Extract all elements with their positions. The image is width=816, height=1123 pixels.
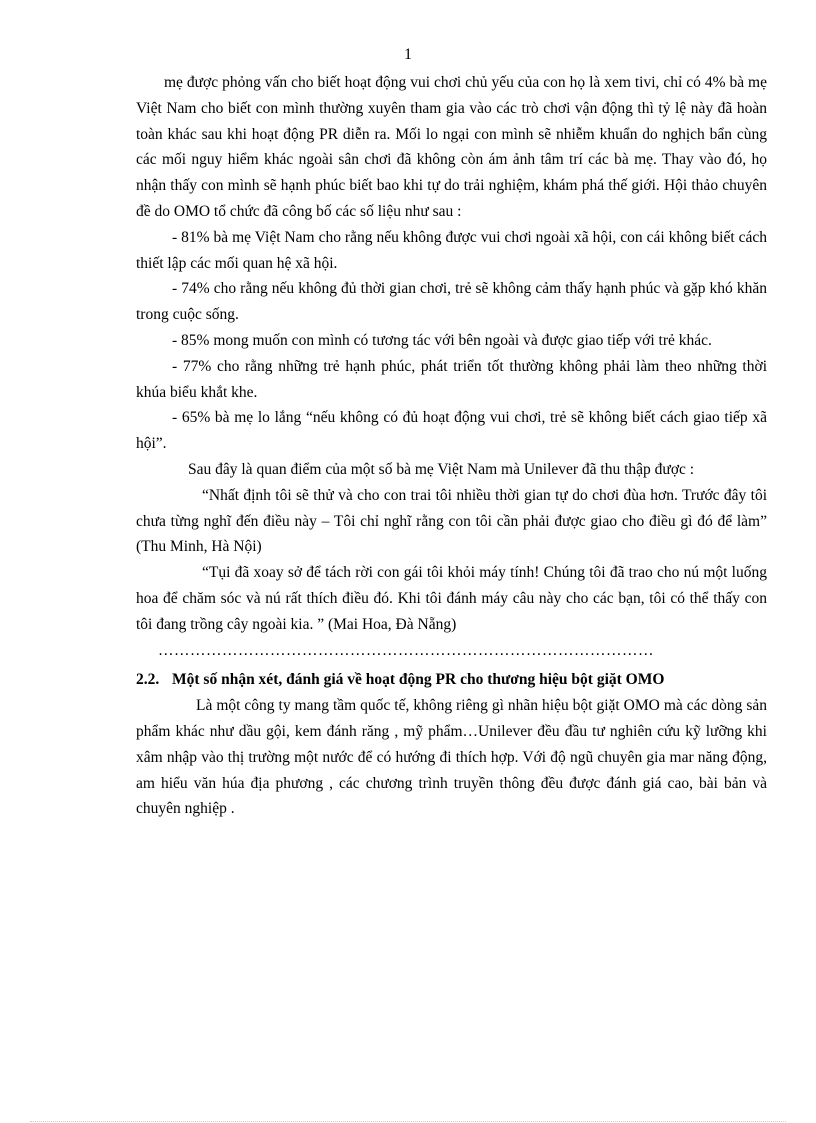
section-heading	[136, 667, 767, 693]
stat-item: - 85% mong muốn con mình có tương tác với bên ngoài và được giao tiếp với trẻ khác.	[172, 331, 712, 349]
stat-item: - 65% bà mẹ lo lắng “nếu không có đủ hoạt động vui chơi, trẻ sẽ không biết cách giao tiếp xã hội”.	[136, 409, 767, 453]
stat-item: - 77% cho rằng những trẻ hạnh phúc, phát triển tốt thường không phải làm theo những thời khúa biểu khắt khe.	[136, 357, 767, 401]
section-title: Một số nhận xét, đánh giá về hoạt động PR cho thương hiệu bột giặt OMO	[172, 671, 665, 689]
quote-item: “Nhất định tôi sẽ thử và cho con trai tôi nhiều thời gian tự do chơi đùa hơn. Trước đây tôi chưa từng nghĩ đến điều này – Tôi chỉ nghĩ rằng con tôi cần phải được giao cho điều gì đó để làm” (Thu Minh, Hà Nội)	[136, 486, 767, 556]
quote-item: “Tụi đã xoay sở để tách rời con gái tôi khỏi máy tính! Chúng tôi đã trao cho nú một luống hoa để chăm sóc và nú rất thích điều đó. Khi tôi đánh máy câu này cho các bạn, tôi có thể thấy con tôi đang trồng cây ngoài kia. ” (Mai Hoa, Đà Nẵng)	[136, 564, 767, 633]
section-number: 2.2.	[136, 671, 160, 689]
intro-paragraph: mẹ được phỏng vấn cho biết hoạt động vui chơi chủ yếu của con họ là xem tivi, chỉ có 4% bà mẹ Việt Nam cho biết con mình thường xuyên tham gia vào các trò chơi vận động thì tỷ lệ này đã hoàn toàn khác sau khi hoạt động PR diễn ra. Mối lo ngại con mình sẽ nhiễm khuẩn do nghịch bẩn cùng các mối nguy hiểm khác ngoài sân chơi đã không còn ám ảnh tâm trí các bà mẹ. Thay vào đó, họ nhận thấy con mình sẽ hạnh phúc biết bao khi tự do trải nghiệm, khám phá thế giới. Hội thảo chuyên đề do OMO tổ chức đã công bố các số liệu như sau :	[136, 74, 767, 220]
page-number: 1	[404, 46, 412, 63]
section-body: Là một công ty mang tầm quốc tế, không riêng gì nhãn hiệu bột giặt OMO mà các dòng sản phẩm khác như dầu gội, kem đánh răng , mỹ phẩm…Unilever đều đầu tư nghiên cứu kỹ lưỡng khi xâm nhập vào thị trường một nước để có hướng đi thích hợp. Với độ ngũ chuyên gia mar năng động, am hiểu văn húa địa phương , các chương trình truyền thông đều được đánh giá cao, bài bản và chuyên nghiệp .	[136, 697, 767, 818]
stat-item: - 81% bà mẹ Việt Nam cho rằng nếu không được vui chơi ngoài xã hội, con cái không biết cách thiết lập các mối quan hệ xã hội.	[136, 228, 767, 272]
stat-item: - 74% cho rằng nếu không đủ thời gian chơi, trẻ sẽ không cảm thấy hạnh phúc và gặp khó khăn trong cuộc sống.	[136, 280, 767, 324]
quotes-intro: Sau đây là quan điểm của một số bà mẹ Việt Nam mà Unilever đã thu thập được :	[188, 460, 695, 478]
ellipsis-separator: …………………………………………………………………………………	[158, 641, 654, 659]
document-body	[136, 70, 767, 822]
page-bottom-border	[30, 1121, 786, 1122]
